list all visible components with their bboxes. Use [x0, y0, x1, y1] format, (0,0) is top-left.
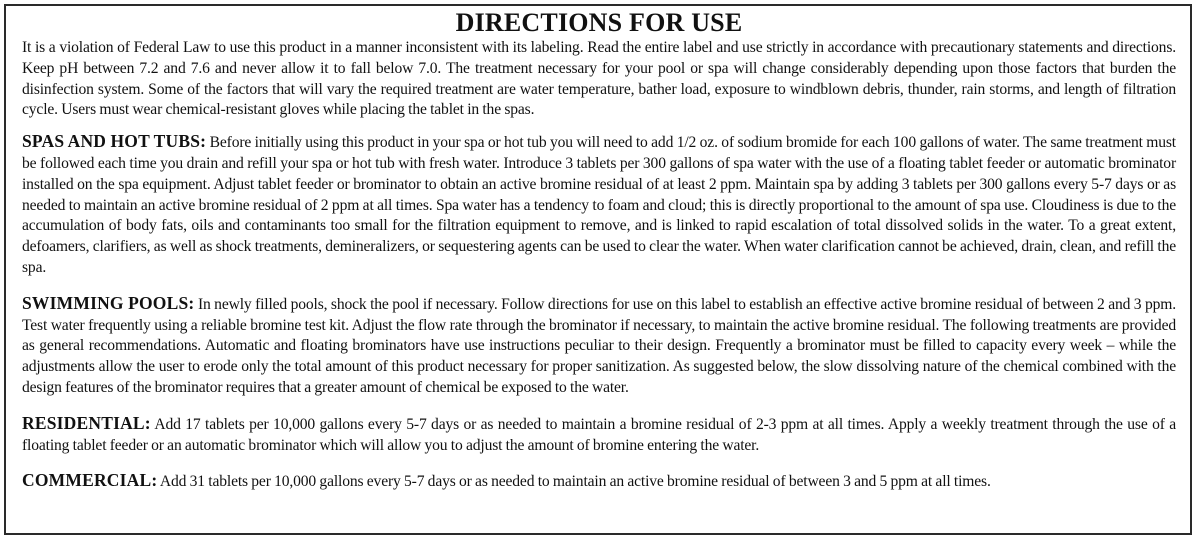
- residential-section: [22, 413, 1176, 457]
- residential-text: Add 17 tablets per 10,000 gallons every 5-7 days or as needed to maintain a bromine residual of 2-3 ppm at all times. Apply a weekly treatment through the use of a floating tablet feeder or an automatic brominator which will allow you to adjust the amount of bromine entering the water.: [22, 415, 1176, 454]
- document-title: DIRECTIONS FOR USE: [455, 8, 743, 37]
- section-spacer: [22, 121, 1176, 131]
- commercial-section: [22, 470, 1176, 493]
- spas-heading: SPAS AND HOT TUBS:: [22, 131, 207, 152]
- directions-label: [4, 4, 1192, 535]
- section-spacer: [22, 399, 1176, 413]
- residential-heading: RESIDENTIAL:: [22, 412, 151, 433]
- section-spacer: [22, 456, 1176, 470]
- pools-heading: SWIMMING POOLS:: [22, 292, 195, 313]
- pools-section: [22, 293, 1176, 399]
- intro-paragraph: It is a violation of Federal Law to use this product in a manner inconsistent with its labeling. Read the entire label and use strictly in accordance with precautionary statements and directions. Keep pH between 7.2 and 7.6 and never allow it to fall below 7.0. The treatment necessary for your pool or spa will change considerably depending upon those factors that burden the disinfection system. Some of the factors that will vary the required treatment are water temperature, bather load, exposure to windblown debris, thunder, rain storms, and length of filtration cycle. Users must wear chemical-resistant gloves while placing the tablet in the spas.: [22, 39, 1176, 119]
- pools-text: In newly filled pools, shock the pool if necessary. Follow directions for use on this label to establish an effective active bromine residual of between 2 and 3 ppm. Test water frequently using a reliable bromine test kit. Adjust the flow rate through the brominator if necessary, to maintain the active bromine residual. The following treatments are provided as general recommendations. Automatic and floating brominators have use instructions peculiar to their design. Frequently a brominator must be filled to capacity every week – while the adjustments allow the user to erode only the total amount of this product necessary for proper sanitization. As suggested below, the slow dissolving nature of the chemical combined with the design features of the brominator requires that a greater amount of chemical be exposed to the water.: [22, 295, 1176, 396]
- spas-text: Before initially using this product in your spa or hot tub you will need to add 1/2 oz. of sodium bromide for each 100 gallons of water. The same treatment must be followed each time you drain and refill your spa or hot tub with fresh water. Introduce 3 tablets per 300 gallons of spa water with the use of a floating tablet feeder or automatic brominator installed on the spa equipment. Adjust tablet feeder or brominator to obtain an active bromine residual of at least 2 ppm. Maintain spa by adding 3 tablets per 300 gallons every 5-7 days or as needed to maintain an active bromine residual of 2 ppm at all times. Spa water has a tendency to foam and cloud; this is directly proportional to the amount of spa use. Cloudiness is due to the accumulation of body fats, oils and contaminants too small for the filtration equipment to remove, and is linked to rapid escalation of total dissolved solids in the water. To a great extent, defoamers, clarifiers, as well as shock treatments, demineralizers, or sequestering agents can be used to clear the water. When water clarification cannot be achieved, drain, clean, and refill the spa.: [22, 134, 1176, 276]
- commercial-heading: COMMERCIAL:: [22, 470, 158, 491]
- commercial-text: Add 31 tablets per 10,000 gallons every 5-7 days or as needed to maintain an active bromine residual of between 3 and 5 ppm at all times.: [159, 473, 991, 491]
- section-spacer: [22, 279, 1176, 293]
- spas-section: [22, 131, 1176, 279]
